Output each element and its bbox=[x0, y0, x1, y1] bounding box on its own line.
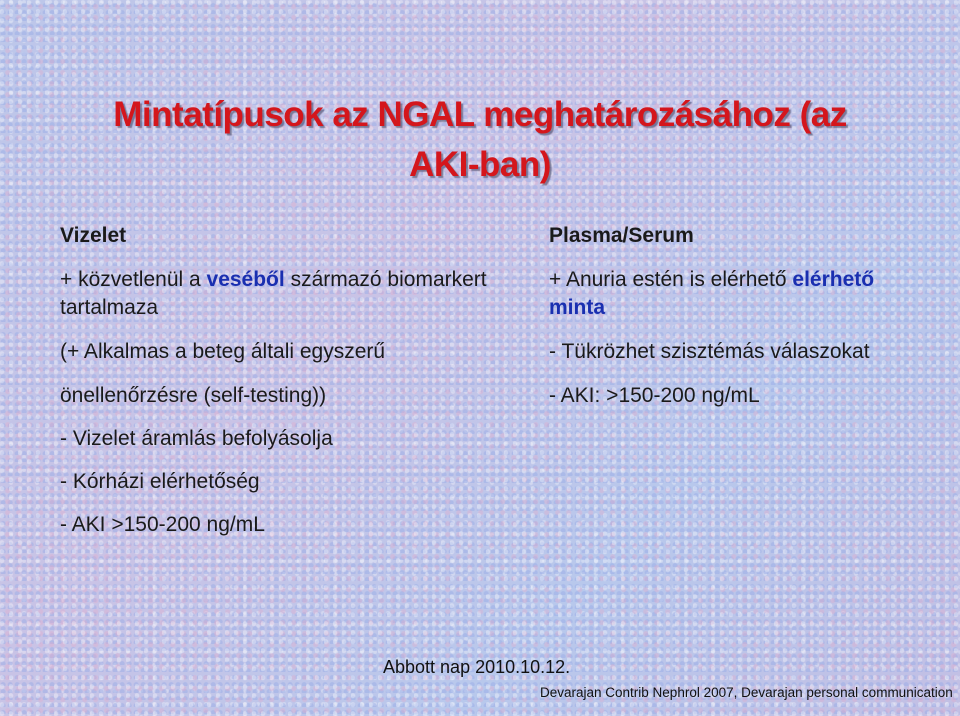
urine-point-1-part-c: származó biomarkert bbox=[284, 268, 487, 291]
urine-point-1-highlight: veséből bbox=[206, 268, 285, 291]
plasma-point-1-part-a: + Anuria estén is elérhető bbox=[549, 268, 793, 291]
plasma-point-1-continuation: minta bbox=[549, 296, 606, 319]
urine-point-1-continuation: tartalmaza bbox=[60, 296, 159, 319]
urine-heading: Vizelet bbox=[60, 224, 127, 247]
slide-title-line-1: Mintatípusok az NGAL meghatározásához (az bbox=[113, 95, 847, 134]
slide-title-line-2: AKI-ban) bbox=[409, 145, 551, 184]
plasma-point-3: - AKI: >150-200 ng/mL bbox=[549, 384, 760, 407]
plasma-heading: Plasma/Serum bbox=[549, 224, 694, 247]
plasma-point-2: - Tükrözhet szisztémás válaszokat bbox=[549, 340, 870, 363]
urine-point-1 bbox=[60, 268, 487, 292]
footer-event: Abbott nap 2010.10.12. bbox=[383, 657, 571, 677]
footer-citation: Devarajan Contrib Nephrol 2007, Devarajan personal communication bbox=[540, 685, 953, 700]
slide-title bbox=[40, 90, 920, 190]
urine-point-3: önellenőrzésre (self-testing)) bbox=[60, 384, 327, 407]
urine-point-6: - AKI >150-200 ng/mL bbox=[60, 513, 265, 536]
urine-point-4: - Vizelet áramlás befolyásolja bbox=[60, 427, 333, 450]
plasma-point-1 bbox=[549, 268, 874, 292]
urine-point-5: - Kórházi elérhetőség bbox=[60, 470, 260, 493]
plasma-point-1-highlight: elérhető bbox=[792, 268, 875, 291]
urine-point-2: (+ Alkalmas a beteg általi egyszerű bbox=[60, 340, 386, 363]
urine-point-1-part-a: + közvetlenül a bbox=[60, 268, 207, 291]
